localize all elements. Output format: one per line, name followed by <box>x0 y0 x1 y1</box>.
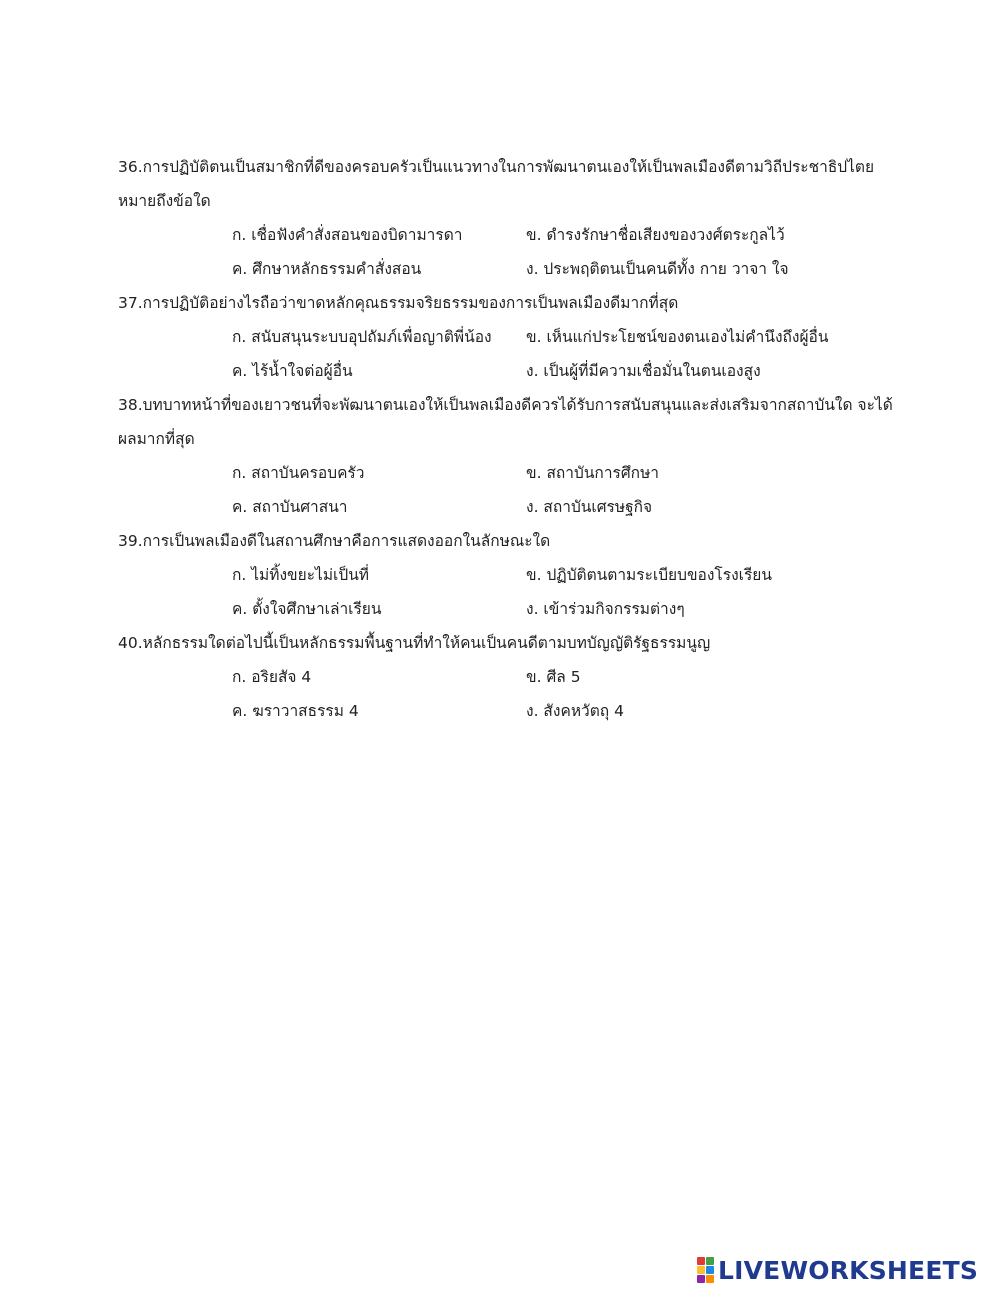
option-b: ข. ศีล 5 <box>526 668 581 686</box>
logo-square <box>697 1257 705 1265</box>
logo-square <box>706 1275 714 1283</box>
option-c: ค. ฆราวาสธรรม 4 <box>232 702 359 720</box>
option-c: ค. ตั้งใจศึกษาเล่าเรียน <box>232 600 382 618</box>
option-d: ง. สถาบันเศรษฐกิจ <box>526 498 653 516</box>
question-text: 36.การปฏิบัติตนเป็นสมาชิกที่ดีของครอบครัวเป็นแนวทางในการพัฒนาตนเองให้เป็นพลเมืองดีตามวิถีประชาธิปไตย หมายถึงข้อใด <box>118 158 875 210</box>
option-a: ก. อริยสัจ 4 <box>232 668 312 686</box>
option-b: ข. ดำรงรักษาชื่อเสียงของวงศ์ตระกูลไว้ <box>526 226 785 244</box>
option-a: ก. ไม่ทิ้งขยะไม่เป็นที่ <box>232 566 370 584</box>
option-c: ค. สถาบันศาสนา <box>232 498 348 516</box>
option-b: ข. เห็นแก่ประโยชน์ของตนเองไม่คำนึงถึงผู้อื่น <box>526 328 829 346</box>
liveworksheets-logo <box>697 1254 978 1286</box>
option-d: ง. ประพฤติตนเป็นคนดีทั้ง กาย วาจา ใจ <box>526 260 789 278</box>
option-d: ง. สังคหวัตถุ 4 <box>526 702 624 720</box>
logo-text: LIVEWORKSHEETS <box>718 1255 979 1285</box>
question-39 <box>118 524 908 626</box>
question-text: 40.หลักธรรมใดต่อไปนี้เป็นหลักธรรมพื้นฐานที่ทำให้คนเป็นคนดีตามบทบัญญัติรัฐธรรมนูญ <box>118 634 711 652</box>
question-40 <box>118 626 908 728</box>
liveworksheets-logo-icon <box>697 1257 714 1283</box>
option-b: ข. สถาบันการศึกษา <box>526 464 659 482</box>
option-a: ก. สถาบันครอบครัว <box>232 464 365 482</box>
answer-options <box>232 218 908 286</box>
question-36 <box>118 150 908 286</box>
question-text: 38.บทบาทหน้าที่ของเยาวชนที่จะพัฒนาตนเองให้เป็นพลเมืองดีควรได้รับการสนับสนุนและส่งเสริมจากสถาบันใด จะได้ผลมากที่สุด <box>118 396 893 448</box>
option-a: ก. เชื่อฟังคำสั่งสอนของบิดามารดา <box>232 226 463 244</box>
option-b: ข. ปฏิบัติตนตามระเบียบของโรงเรียน <box>526 566 772 584</box>
option-d: ง. เข้าร่วมกิจกรรมต่างๆ <box>526 600 685 618</box>
logo-square <box>697 1266 705 1274</box>
question-list <box>118 150 908 728</box>
answer-options <box>232 558 908 626</box>
answer-options <box>232 456 908 524</box>
option-c: ค. ศึกษาหลักธรรมคำสั่งสอน <box>232 260 422 278</box>
question-37 <box>118 286 908 388</box>
logo-square <box>706 1266 714 1274</box>
logo-square <box>706 1257 714 1265</box>
answer-options <box>232 320 908 388</box>
question-text: 37.การปฏิบัติอย่างไรถือว่าขาดหลักคุณธรรมจริยธรรมของการเป็นพลเมืองดีมากที่สุด <box>118 294 679 312</box>
answer-options <box>232 660 908 728</box>
option-d: ง. เป็นผู้ที่มีความเชื่อมั่นในตนเองสูง <box>526 362 761 380</box>
option-c: ค. ไร้น้ำใจต่อผู้อื่น <box>232 362 353 380</box>
logo-square <box>697 1275 705 1283</box>
question-38 <box>118 388 908 524</box>
option-a: ก. สนับสนุนระบบอุปถัมภ์เพื่อญาติพี่น้อง <box>232 328 492 346</box>
question-text: 39.การเป็นพลเมืองดีในสถานศึกษาคือการแสดงออกในลักษณะใด <box>118 532 551 550</box>
